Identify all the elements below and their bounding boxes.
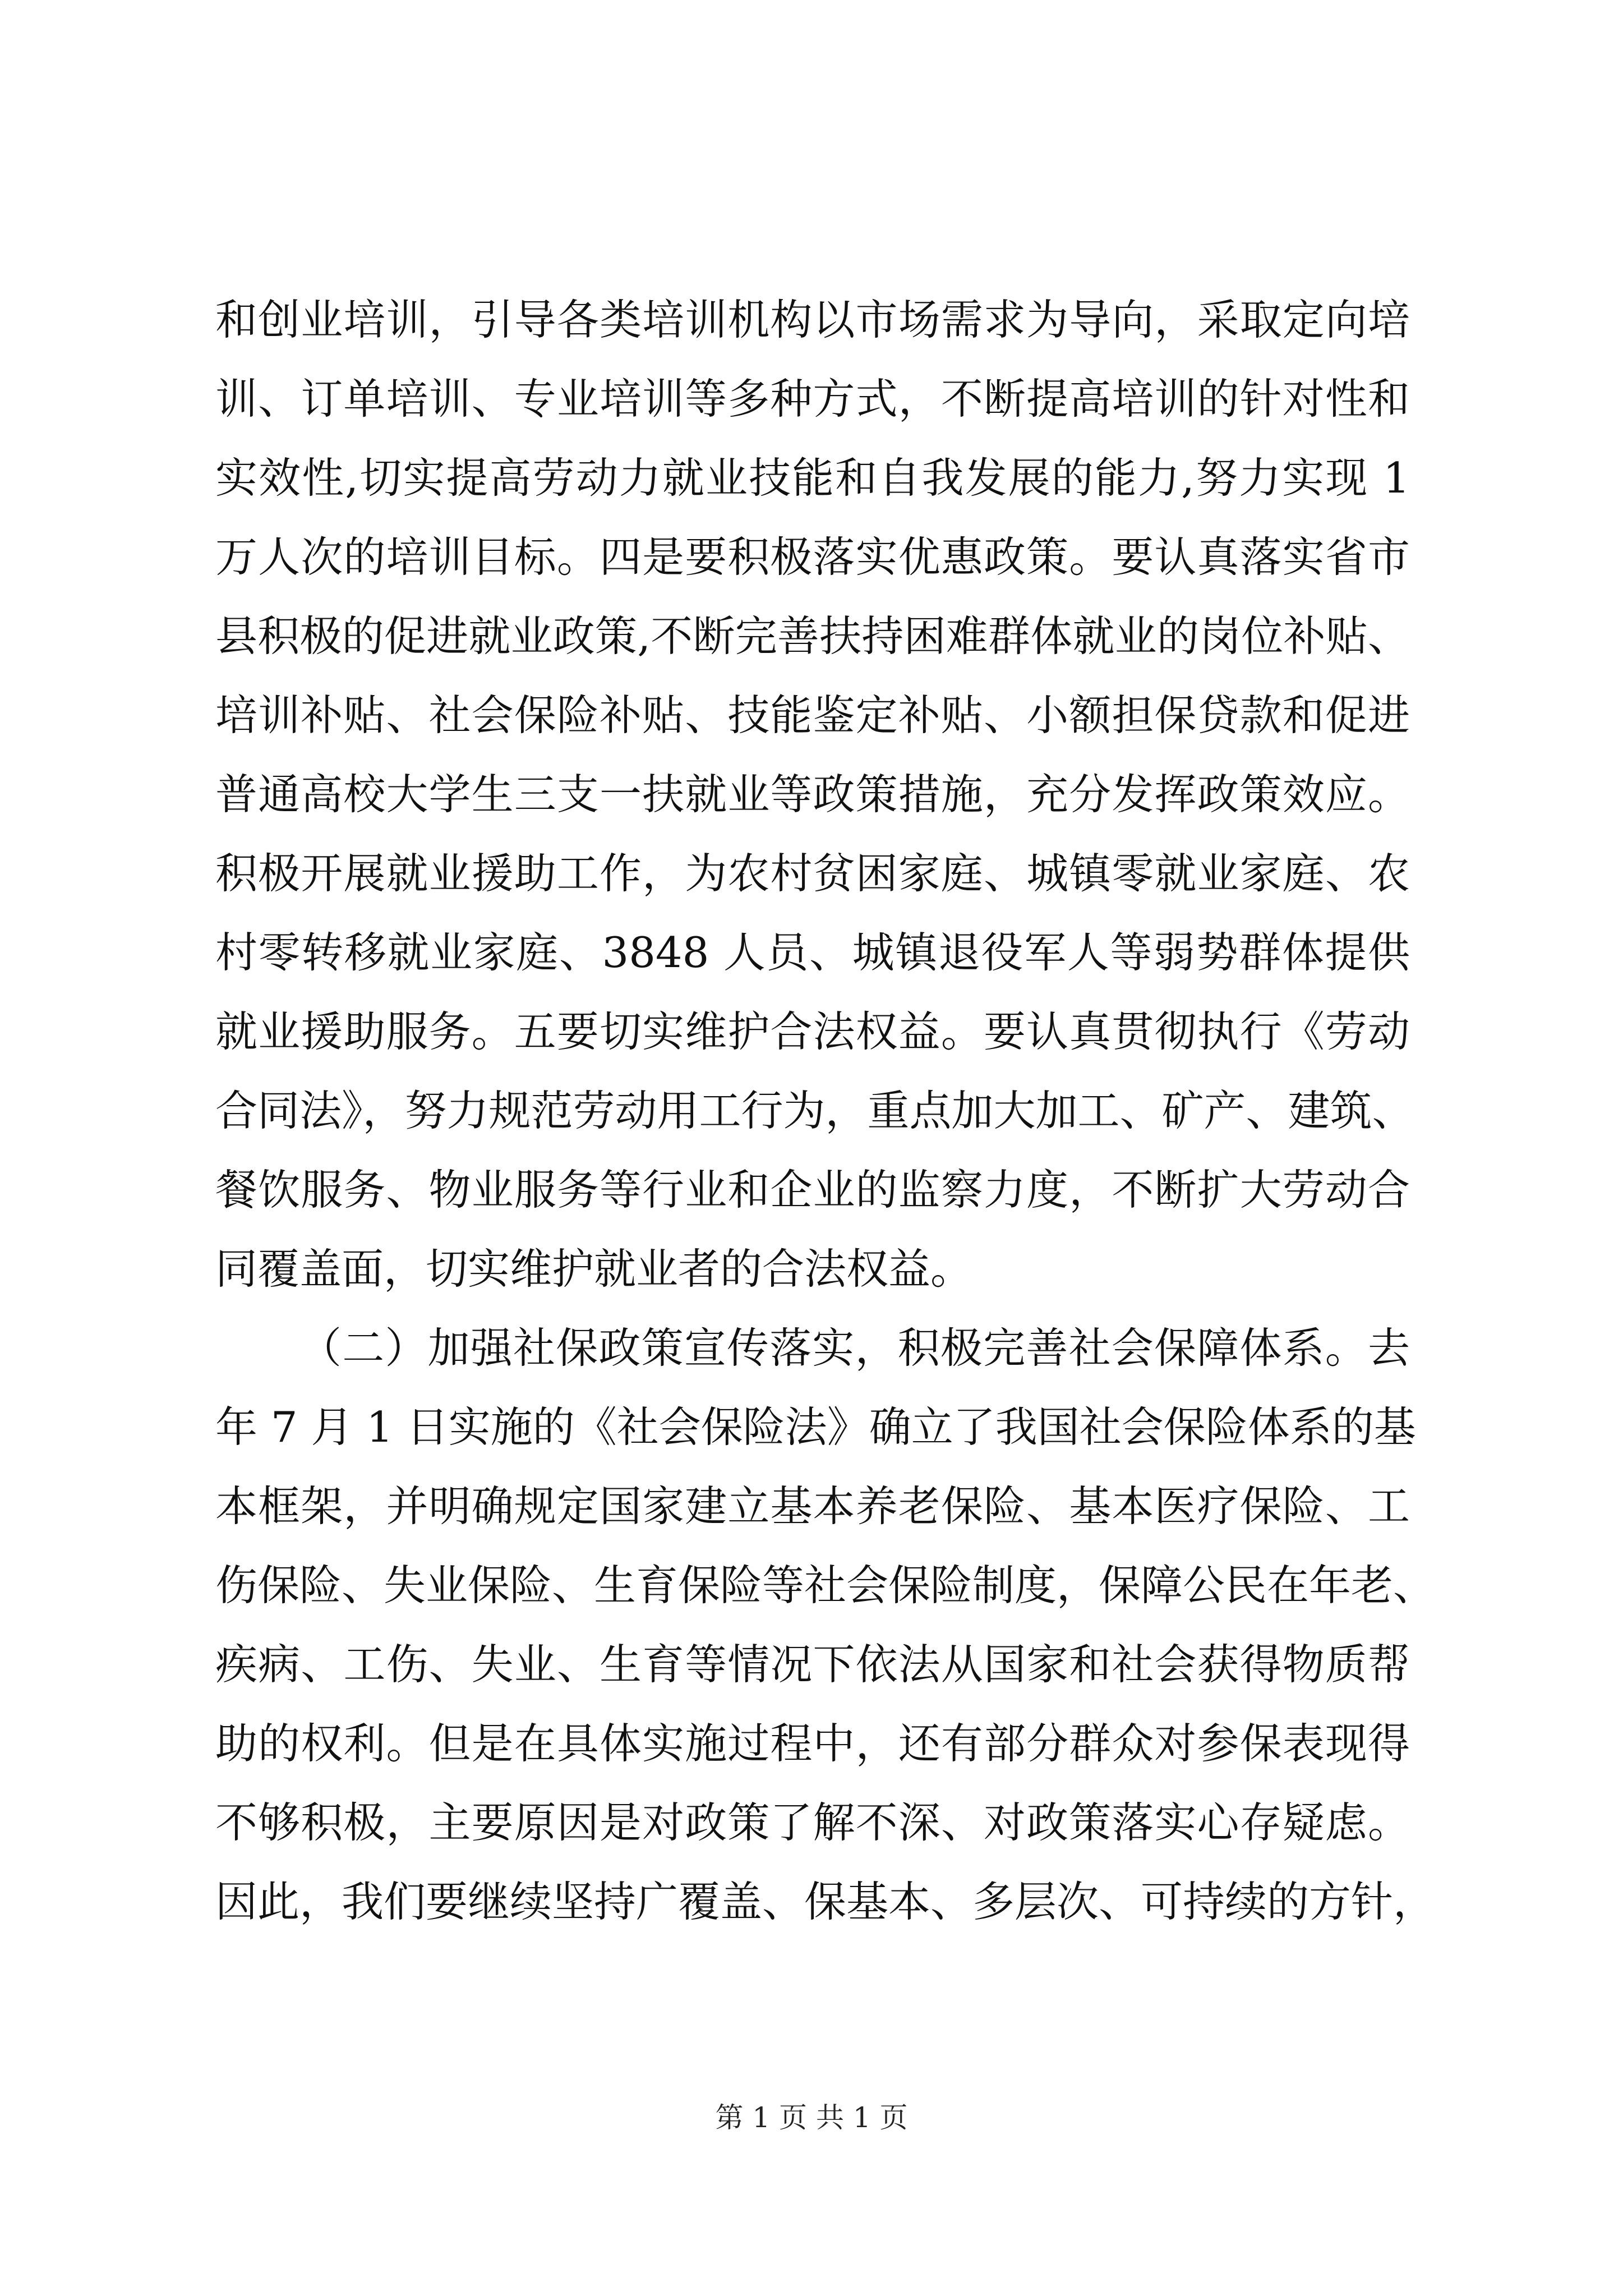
text-line-8: 积极开展就业援助工作，为农村贫困家庭、城镇零就业家庭、农 xyxy=(215,849,1410,898)
text-line-7: 普通高校大学生三支一扶就业等政策措施，充分发挥政策效应。 xyxy=(215,770,1410,819)
text-line-4: 万人次的培训目标。四是要积极落实优惠政策。要认真落实省市 xyxy=(215,532,1410,582)
text-line-18: 疾病、工伤、失业、生育等情况下依法从国家和社会获得物质帮 xyxy=(215,1640,1410,1689)
text-line-11: 合同法》，努力规范劳动用工行为，重点加大加工、矿产、建筑、 xyxy=(215,1086,1414,1135)
text-line-12: 餐饮服务、物业服务等行业和企业的监察力度，不断扩大劳动合 xyxy=(215,1165,1410,1214)
text-line-2: 训、订单培训、专业培训等多种方式，不断提高培训的针对性和 xyxy=(215,374,1410,424)
text-line-16: 本框架，并明确规定国家建立基本养老保险、基本医疗保险、工 xyxy=(215,1481,1410,1531)
text-line-10: 就业援助服务。五要切实维护合法权益。要认真贯彻执行《劳动 xyxy=(215,1007,1410,1056)
text-line-17: 伤保险、失业保险、生育保险等社会保险制度，保障公民在年老、 xyxy=(215,1561,1436,1610)
text-line-1: 和创业培训，引导各类培训机构以市场需求为导向，采取定向培 xyxy=(215,295,1410,344)
page-footer: 第 1 页 共 1 页 xyxy=(715,2101,908,2134)
body-text xyxy=(215,280,1436,1941)
text-line-13: 同覆盖面，切实维护就业者的合法权益。 xyxy=(215,1244,973,1294)
text-line-19: 助的权利。但是在具体实施过程中，还有部分群众对参保表现得 xyxy=(215,1719,1410,1768)
text-line-6: 培训补贴、社会保险补贴、技能鉴定补贴、小额担保贷款和促进 xyxy=(215,691,1410,740)
text-line-21: 因此，我们要继续坚持广覆盖、保基本、多层次、可持续的方针， xyxy=(215,1877,1436,1926)
text-line-20: 不够积极，主要原因是对政策了解不深、对政策落实心存疑虑。 xyxy=(215,1798,1410,1847)
text-line-15: 年 7 月 1 日实施的《社会保险法》确立了我国社会保险体系的基 xyxy=(215,1402,1416,1452)
text-line-5: 县积极的促进就业政策,不断完善扶持困难群体就业的岗位补贴、 xyxy=(215,611,1410,661)
text-line-3: 实效性,切实提高劳动力就业技能和自我发展的能力,努力实现 1 xyxy=(215,453,1410,503)
text-line-9: 村零转移就业家庭、3848 人员、城镇退役军人等弱势群体提供 xyxy=(215,928,1410,977)
text-line-14: （二）加强社保政策宣传落实，积极完善社会保障体系。去 xyxy=(299,1323,1410,1373)
